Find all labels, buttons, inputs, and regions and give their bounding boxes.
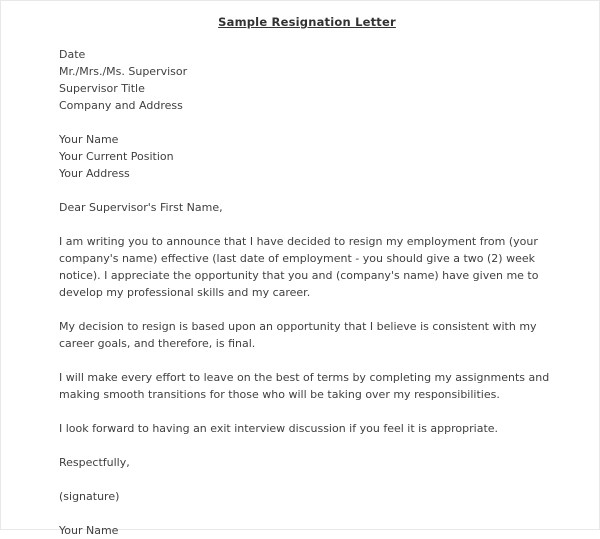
sender-line-name: Your Name: [59, 133, 119, 146]
recipient-line-date: Date: [59, 48, 86, 61]
sender-block: [59, 131, 555, 182]
body-paragraph-2: My decision to resign is based upon an opportunity that I believe is consistent with my career goals, and therefore, is final.: [59, 320, 537, 350]
signature-placeholder: (signature): [59, 490, 120, 503]
sender-line-position: Your Current Position: [59, 150, 174, 163]
body-paragraph-3: I will make every effort to leave on the best of terms by completing my assignments and making smooth transitions for those who will be taking over my responsibilities.: [59, 371, 550, 401]
body-paragraph-1: I am writing you to announce that I have decided to resign my employment from (your company's name) effective (last date of employment - you should give a two (2) week notice). I appreciate the opportunity that you and (company's name) have given me to develop my professional skills and my career.: [59, 235, 539, 299]
signoff-name: Your Name: [59, 524, 119, 537]
recipient-line-company: Company and Address: [59, 99, 183, 112]
closing: Respectfully,: [59, 456, 130, 469]
sender-line-address: Your Address: [59, 167, 130, 180]
recipient-block: [59, 46, 555, 114]
recipient-line-title: Supervisor Title: [59, 82, 145, 95]
body-paragraph-4: I look forward to having an exit interview discussion if you feel it is appropriate.: [59, 422, 499, 435]
recipient-line-supervisor: Mr./Mrs./Ms. Supervisor: [59, 65, 188, 78]
salutation: Dear Supervisor's First Name,: [59, 201, 223, 214]
document-title: Sample Resignation Letter: [218, 15, 396, 29]
